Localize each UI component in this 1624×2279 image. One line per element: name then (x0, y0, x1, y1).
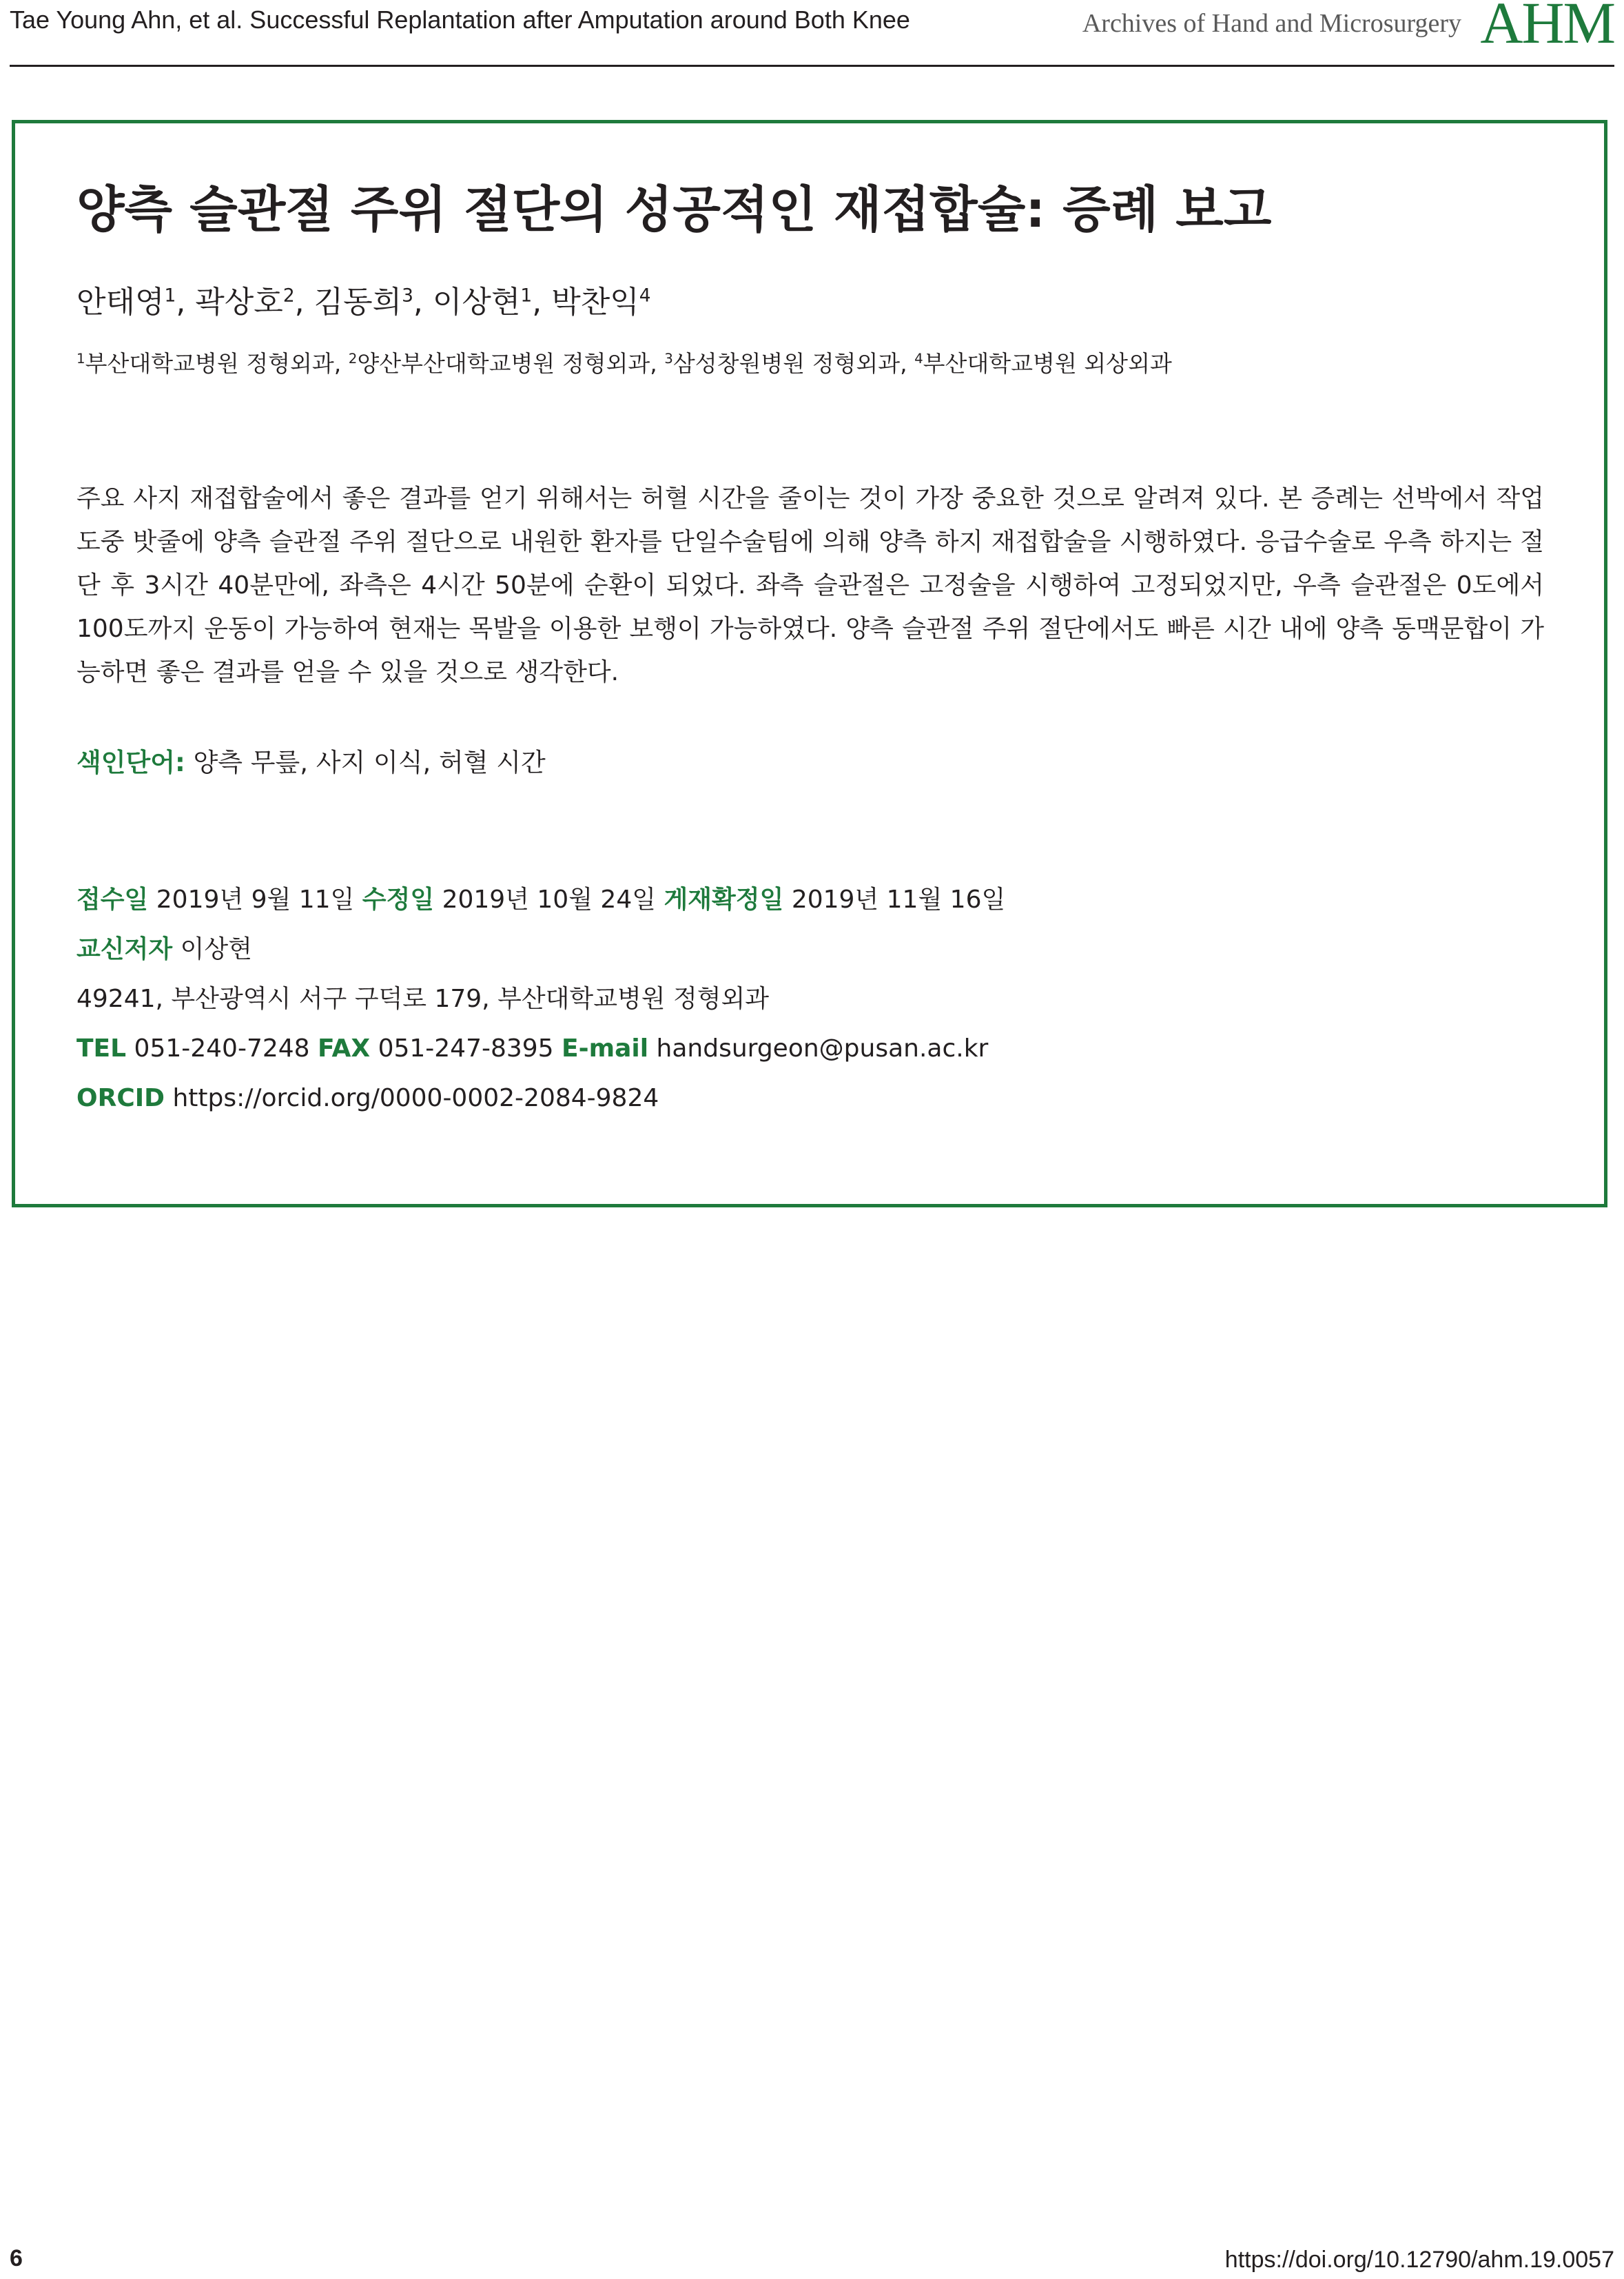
orcid-label: ORCID (76, 1084, 165, 1112)
affiliation-name: 삼성창원병원 정형외과 (672, 350, 901, 377)
corresponding-author: 이상현 (180, 935, 252, 963)
keywords-value: 양측 무릎, 사지 이식, 허혈 시간 (193, 748, 546, 777)
keywords-label: 색인단어: (76, 748, 185, 777)
orcid-link[interactable]: https://orcid.org/0000-0002-2084-9824 (172, 1084, 659, 1112)
affiliation-mark: 4 (914, 351, 923, 367)
received-date: 2019년 9월 11일 (156, 886, 355, 914)
author-name: 이상현 (432, 285, 521, 320)
tel-label: TEL (76, 1034, 127, 1063)
header-divider (10, 65, 1614, 67)
author-affiliation-mark: 3 (402, 285, 413, 307)
email-link[interactable]: handsurgeon@pusan.ac.kr (656, 1034, 989, 1063)
accepted-date: 2019년 11월 16일 (791, 886, 1006, 914)
journal-name: Archives of Hand and Microsurgery (1082, 9, 1461, 38)
article-info (76, 875, 1005, 1123)
abstract-text: 주요 사지 재접합술에서 좋은 결과를 얻기 위해서는 허혈 시간을 줄이는 것이 가장 중요한 것으로 알려져 있다. 본 증례는 선박에서 작업 도중 밧줄에 양측 슬관절 주위 절단으로 내원한 환자를 단일수술팀에 의해 양측 하지 재접합술을 시행하였다. 응급수술로 우측 하지는 절단 후 3시간 40분만에, 좌측은 4시간 50분에 순환이 되었다. 좌측 슬관절은 고정술을 시행하여 고정되었지만, 우측 슬관절은 0도에서 100도까지 운동이 가능하여 현재는 목발을 이용한 보행이 가능하였다. 양측 슬관절 주위 절단에서도 빠른 시간 내에 양측 동맥문합이 가능하면 좋은 결과를 얻을 수 있을 것으로 생각한다. (76, 484, 1544, 686)
author-affiliation-mark: 1 (164, 285, 176, 307)
affiliation-mark: 2 (348, 351, 358, 367)
author-name: 안태영 (76, 285, 165, 320)
received-label: 접수일 (76, 886, 149, 914)
journal-logo: AHM (1480, 0, 1614, 56)
revised-label: 수정일 (362, 886, 435, 914)
address-line: 49241, 부산광역시 서구 구덕로 179, 부산대학교병원 정형외과 (76, 985, 770, 1013)
email-label: E-mail (562, 1034, 649, 1063)
affiliation-name: 부산대학교병원 외상외과 (923, 350, 1172, 377)
running-title: Tae Young Ahn, et al. Successful Replantation after Amputation around Both Knee (10, 6, 910, 34)
fax-label: FAX (318, 1034, 371, 1063)
affiliation-mark: 1 (76, 351, 85, 367)
corresponding-label: 교신저자 (76, 935, 173, 963)
affiliation-name: 양산부산대학교병원 정형외과 (357, 350, 650, 377)
orcid-line (76, 1074, 1005, 1123)
accepted-label: 게재확정일 (664, 886, 784, 914)
author-affiliation-mark: 4 (639, 285, 651, 307)
doi-link[interactable]: https://doi.org/10.12790/ahm.19.0057 (1224, 2247, 1614, 2273)
author-list: 안태영$^1$, 곽상호$^2$, 김동희$^3$, 이상현$^1$, 박찬익$^4$ (76, 285, 651, 320)
tel-value: 051-240-7248 (134, 1034, 310, 1063)
affiliation-mark: 3 (664, 351, 673, 367)
article-title: 양측 슬관절 주위 절단의 성공적인 재접합술: 증례 보고 (76, 181, 1272, 238)
revised-date: 2019년 10월 24일 (442, 886, 657, 914)
author-affiliation-mark: 1 (520, 285, 533, 307)
fax-value: 051-247-8395 (378, 1034, 554, 1063)
author-name: 박찬익 (551, 285, 639, 320)
page-number: 6 (10, 2245, 23, 2271)
contact-line (76, 1024, 1005, 1074)
affiliation-list: $^1$부산대학교병원 정형외과, $^2$양산부산대학교병원 정형외과, $^3$삼성창원병원 정형외과, $^4$부산대학교병원 외상외과 (76, 350, 1172, 377)
author-affiliation-mark: 2 (282, 285, 295, 307)
affiliation-name: 부산대학교병원 정형외과 (85, 350, 334, 377)
dates-line (76, 875, 1005, 925)
author-name: 곽상호 (195, 285, 283, 320)
corresponding-line (76, 925, 1005, 974)
keywords-line (76, 742, 546, 779)
author-name: 김동희 (314, 285, 402, 320)
